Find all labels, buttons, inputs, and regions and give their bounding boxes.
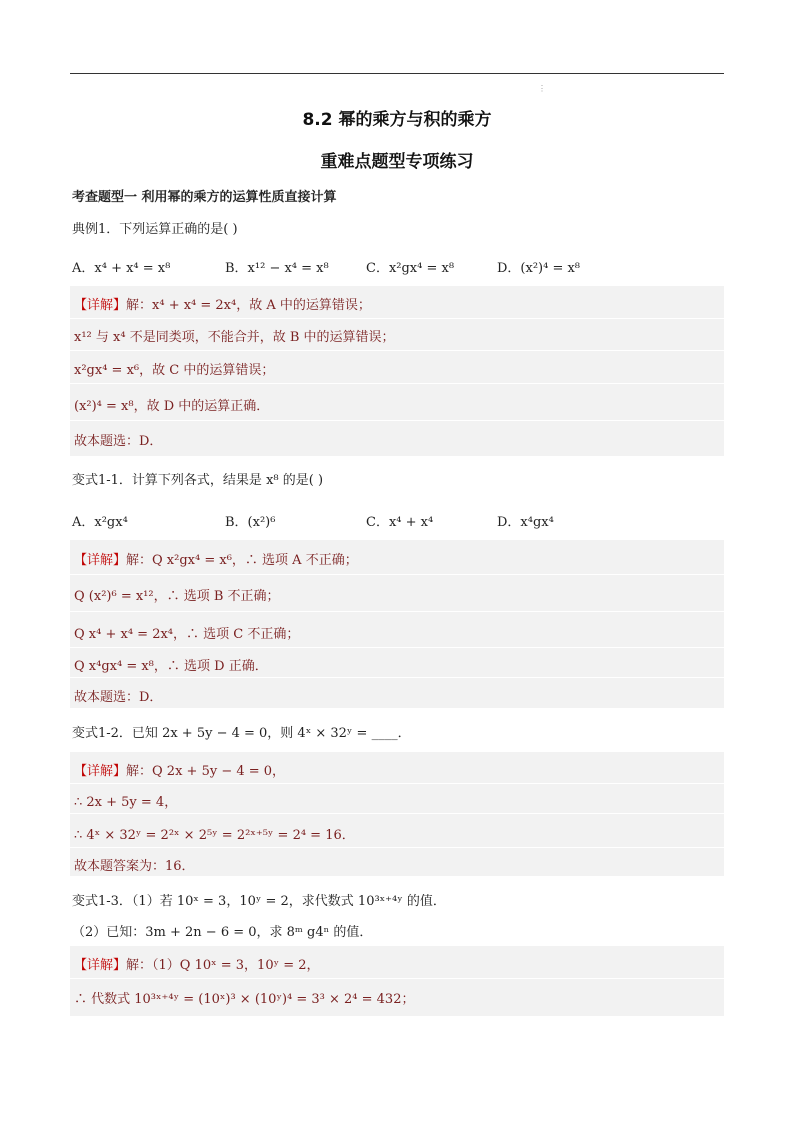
q1-solution-divider xyxy=(70,318,724,319)
q4-solution-tag: 【详解】 xyxy=(74,958,127,973)
q4-solution-divider xyxy=(70,978,724,979)
q1-solution-divider xyxy=(70,350,724,351)
q2-solution-text: 解：Q x²gx⁴ = x⁶，∴ 选项 A 不正确； xyxy=(126,553,358,568)
q3-solution-tag: 【详解】 xyxy=(74,764,127,779)
q1-solution-divider xyxy=(70,420,724,421)
q1-option-c: C．x²gx⁴ = x⁸ xyxy=(366,261,455,276)
q2-solution-line-4: Q x⁴gx⁴ = x⁸，∴ 选项 D 正确． xyxy=(74,659,268,674)
q2-solution-line-5: 故本题选：D． xyxy=(74,690,163,705)
q1-option-b: B．x¹² − x⁴ = x⁸ xyxy=(225,261,329,276)
q3-solution-line-2: ∴ 2x + 5y = 4， xyxy=(74,795,178,810)
q1-solution-line-5: 故本题选：D． xyxy=(74,434,163,449)
q2-option-b: B．(x²)⁶ xyxy=(225,515,276,530)
q3-solution-text: 解：Q 2x + 5y − 4 = 0， xyxy=(126,764,286,779)
q1-solution-divider xyxy=(70,383,724,384)
q4-solution-line-1 xyxy=(74,954,320,973)
q4-solution-line-2: ∴ 代数式 10³ˣ⁺⁴ʸ = (10ˣ)³ × (10ʸ)⁴ = 3³ × 2⁴ = 432； xyxy=(74,992,415,1007)
q3-solution-line-1 xyxy=(74,760,285,779)
q1-solution-line-3: x²gx⁴ = x⁶，故 C 中的运算错误； xyxy=(74,363,275,378)
q2-option-a: A．x²gx⁴ xyxy=(72,515,128,530)
q1-solution-line-4: (x²)⁴ = x⁸，故 D 中的运算正确． xyxy=(74,399,270,414)
doc-subtitle: 重难点题型专项练习 xyxy=(320,152,474,172)
q1-stem: 典例1．下列运算正确的是( ) xyxy=(72,222,238,237)
q2-option-c: C．x⁴ + x⁴ xyxy=(366,515,434,530)
q2-solution-line-3: Q x⁴ + x⁴ = 2x⁴，∴ 选项 C 不正确； xyxy=(74,627,300,642)
q1-option-a: A．x⁴ + x⁴ = x⁸ xyxy=(72,261,171,276)
q1-option-d: D．(x²)⁴ = x⁸ xyxy=(497,261,581,276)
header-mark: ⋮ xyxy=(538,84,546,93)
q2-solution-divider xyxy=(70,611,724,612)
q3-solution-line-3: ∴ 4ˣ × 32ʸ = 2²ˣ × 2⁵ʸ = 2²ˣ⁺⁵ʸ = 2⁴ = 16． xyxy=(74,828,355,843)
q3-solution-divider xyxy=(70,813,724,814)
q3-solution-divider xyxy=(70,783,724,784)
q2-stem: 变式1-1．计算下列各式，结果是 x⁸ 的是( ) xyxy=(72,473,324,488)
q1-solution-text: 解：x⁴ + x⁴ = 2x⁴，故 A 中的运算错误； xyxy=(126,298,371,313)
q1-solution-line-2: x¹² 与 x⁴ 不是同类项，不能合并，故 B 中的运算错误； xyxy=(74,330,395,345)
q1-solution-line-1 xyxy=(74,294,371,313)
doc-title: 8.2 幂的乘方与积的乘方 xyxy=(302,110,492,130)
q3-stem: 变式1-2．已知 2x + 5y − 4 = 0，则 4ˣ × 32ʸ = ____． xyxy=(72,726,411,741)
q2-solution-line-1 xyxy=(74,549,358,568)
q4-stem-part-2: （2）已知：3m + 2n − 6 = 0，求 8ᵐ g4ⁿ 的值． xyxy=(72,925,373,940)
q1-solution-tag: 【详解】 xyxy=(74,298,127,313)
q4-solution-text: 解：（1）Q 10ˣ = 3，10ʸ = 2， xyxy=(126,958,320,973)
q2-solution-divider xyxy=(70,574,724,575)
q2-solution-line-2: Q (x²)⁶ = x¹²，∴ 选项 B 不正确； xyxy=(74,589,280,604)
section-heading: 考查题型一 利用幂的乘方的运算性质直接计算 xyxy=(72,190,337,205)
q2-solution-tag: 【详解】 xyxy=(74,553,127,568)
q3-solution-divider xyxy=(70,847,724,848)
q2-option-d: D．x⁴gx⁴ xyxy=(497,515,554,530)
header-rule xyxy=(70,73,724,74)
q2-solution-divider xyxy=(70,677,724,678)
q2-solution-divider xyxy=(70,647,724,648)
q4-stem: 变式1-3．（1）若 10ˣ = 3，10ʸ = 2，求代数式 10³ˣ⁺⁴ʸ 的值． xyxy=(72,894,446,909)
q3-solution-line-4: 故本题答案为：16． xyxy=(74,859,195,874)
